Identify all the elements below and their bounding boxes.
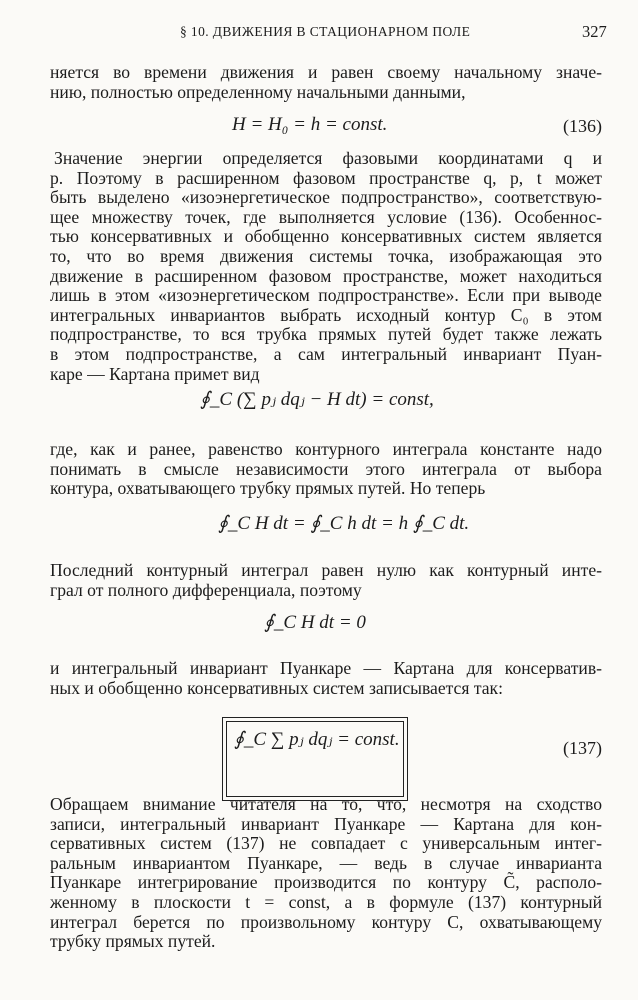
equation-number-136: (136) [563, 116, 602, 136]
paragraph-3 [50, 440, 602, 499]
text-line: ральным инвариантом Пуанкаре, — ведь в случае инварианта [50, 852, 602, 873]
text-line: p. Поэтому в расширенном фазовом пространстве q, p, t может [50, 167, 602, 188]
text-line: то, что во время движения системы точка, изображающая это [50, 245, 602, 266]
text-line: каре — Картана примет вид [50, 363, 260, 384]
equation-zero: ∮_C H dt = 0 [264, 612, 366, 633]
text-line: в этом подпространстве, а сам интегральный инвариант Пуан- [50, 343, 602, 364]
text-line: понимать в смысле независимости этого интеграла от выбора [50, 458, 602, 479]
equation-h-dt: ∮_C H dt = ∮_C h dt = h ∮_C dt. [218, 513, 470, 534]
text-line: интеграл берется по произвольному контуру C, охватывающему [50, 911, 602, 932]
text-line: подпространстве, то вся трубка прямых путей будет также лежать [50, 324, 602, 345]
text-line: грал от полного дифференциала, поэтому [50, 579, 362, 600]
text-line: где, как и ранее, равенство контурного интеграла константе надо [50, 439, 602, 459]
equation-136: H = H₀ = h = const. [232, 114, 388, 135]
paragraph-2 [50, 149, 602, 384]
paragraph-5 [50, 659, 602, 698]
equation-poincare-cartan: ∮_C (∑ pⱼ dqⱼ − H dt) = const, [200, 389, 434, 410]
section-title: § 10. ДВИЖЕНИЯ В СТАЦИОНАРНОМ ПОЛЕ [180, 24, 471, 39]
paragraph-6 [50, 795, 602, 952]
text-line: щее множеству точек, где выполняется условие (136). Особеннос- [50, 206, 602, 227]
text-line: женному в плоскости t = const, а в формуле (137) контурный [50, 891, 602, 912]
running-header [0, 22, 638, 46]
text-line: Последний контурный интеграл равен нулю как контурный инте- [50, 560, 602, 580]
text-line: сервативных систем (137) не совпадает с универсальным интег- [50, 833, 602, 854]
page-number: 327 [582, 22, 607, 41]
equation-number-137: (137) [563, 738, 602, 758]
text-line: няется во времени движения и равен своему начальному значе- [50, 62, 602, 82]
text-line: Обращаем внимание читателя на то, что, несмотря на сходство [50, 794, 602, 814]
text-line: движение в расширенном фазовом пространстве, может находиться [50, 265, 602, 286]
text-line: Значение энергии определяется фазовыми координатами q и [54, 148, 602, 168]
equation-137: ∮_C ∑ pⱼ dqⱼ = const. [234, 729, 400, 750]
paragraph-4 [50, 561, 602, 600]
text-line: записи, интегральный инвариант Пуанкаре — Картана для кон- [50, 813, 602, 834]
text-line: ных и обобщенно консервативных систем записывается так: [50, 677, 503, 698]
text-line: трубку прямых путей. [50, 931, 216, 952]
text-line: нию, полностью определенному начальными данными, [50, 81, 466, 102]
text-line: и интегральный инвариант Пуанкаре — Картана для консерватив- [50, 658, 602, 678]
text-line: лишь в этом «изоэнергетическом подпространстве». Если при выводе [50, 285, 602, 306]
text-line: тью консервативных и обобщенно консервативных систем является [50, 226, 602, 247]
paragraph-1 [50, 63, 602, 102]
text-line: контура, охватывающего трубку прямых путей. Но теперь [50, 478, 486, 499]
text-line: интегральных инвариантов выбрать исходный контур C₀ в этом [50, 304, 602, 325]
text-line: быть выделено «изоэнергетическое подпространство», соответствую- [50, 187, 602, 208]
text-line: Пуанкаре интегрирование производится по контуру C̃, располо- [50, 872, 602, 893]
